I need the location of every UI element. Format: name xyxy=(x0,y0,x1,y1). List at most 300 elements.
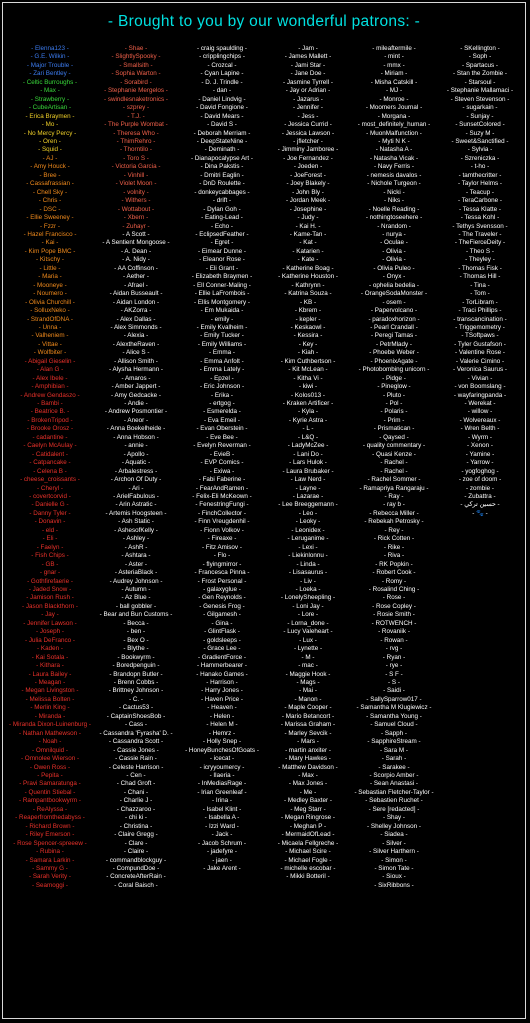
patron-name: - Niks - xyxy=(384,197,404,205)
patron-name: - Owen Ross - xyxy=(29,763,71,771)
patron-name: - Bree - xyxy=(39,171,61,179)
patron-name: - Lazarae - xyxy=(292,493,324,501)
patron-name: - DSC - xyxy=(39,205,61,213)
credits-frame xyxy=(2,2,526,1019)
patron-column xyxy=(179,45,265,1017)
patron-name: - Onyx - xyxy=(382,273,406,281)
patron-name: - Valentine Rose - xyxy=(455,349,505,357)
patron-name: - flyingmirror - xyxy=(202,560,242,568)
patron-name: - Mikki Botteril - xyxy=(286,873,330,881)
patron-name: - GradientForce - xyxy=(198,653,246,661)
patron-name: - Sere [redacted] - xyxy=(368,805,420,813)
patron-name: - Cassafrassian - xyxy=(26,180,74,188)
patron-name: - Nicki - xyxy=(383,188,405,196)
patron-name: - Wolfbiter - xyxy=(33,349,67,357)
patron-name: - Fireaxe - xyxy=(207,535,237,543)
patron-name: - tamthecritter - xyxy=(458,171,502,179)
patron-name: - Cassandra 'Fyrasha' D. - xyxy=(99,729,173,737)
patron-name: - L - xyxy=(302,425,314,433)
patron-name: - Polaris - xyxy=(380,408,408,416)
patron-name: - Phoebe Weber - xyxy=(369,349,419,357)
patron-name: - Aneor - xyxy=(123,416,149,424)
patron-name: - C. - xyxy=(129,695,143,703)
patron-name: - Erica Braymen - xyxy=(25,112,75,120)
patron-name: - Lars Hulok - xyxy=(289,459,327,467)
patron-name: - TheFierceDeity - xyxy=(454,239,506,247)
patron-name: - Key - xyxy=(298,340,318,348)
patron-name: - Jasmine Tyrrell - xyxy=(283,78,333,86)
patron-name: - Brittney Johnson - xyxy=(108,687,164,695)
patron-name: - Kbrem - xyxy=(294,307,322,315)
patron-name: - Anna Boekelheide - xyxy=(106,425,166,433)
patron-name: - Rosie Smith - xyxy=(373,611,415,619)
patron-name: - Genesis Frog - xyxy=(199,602,245,610)
patron-name: - Lux - xyxy=(299,636,317,644)
patron-name: - TorLibram - xyxy=(462,298,498,306)
patron-name: - Smallsith - xyxy=(119,61,153,69)
patron-name: - gnar - xyxy=(39,569,61,577)
patron-name: - Cyan Lapine - xyxy=(200,70,244,78)
patron-name: - Saidi - xyxy=(383,687,405,695)
patron-name: - Bambi - xyxy=(37,400,63,408)
patron-name: - Caelyn McAulay - xyxy=(23,442,77,450)
patron-name: - jfletcher - xyxy=(293,137,323,145)
patron-name: - Theyley - xyxy=(465,256,495,264)
patron-name: - Dylan Goh - xyxy=(203,205,241,213)
patron-name: - Myti N K - xyxy=(378,137,410,145)
patron-name: - Wren Belth - xyxy=(460,425,500,433)
patron-name: - Micaela Fellgreche - xyxy=(277,839,339,847)
patron-name: - Pineglow - xyxy=(377,383,411,391)
patron-name: - Szreniczka - xyxy=(460,154,500,162)
patron-name: - Keskaowl - xyxy=(290,323,326,331)
patron-name: - ThimRehro - xyxy=(116,137,156,145)
patron-name: - Oren - xyxy=(39,137,61,145)
patron-name: - Romy - xyxy=(381,577,407,585)
patron-name: - Papervolcano - xyxy=(370,307,418,315)
patron-name: - Rovaniik - xyxy=(378,628,410,636)
patron-name: - Jay or Adrian - xyxy=(285,87,331,95)
patron-name: - LadyMcZee - xyxy=(287,442,329,450)
patron-name: - Ashley - xyxy=(122,535,150,543)
patron-name: - Joseph - xyxy=(36,628,64,636)
patron-name: - swindlesnaketronics - xyxy=(103,95,169,103)
patron-name: - M - xyxy=(301,653,315,661)
patron-name: - Bex O - xyxy=(123,636,149,644)
patron-name: - JoeForest - xyxy=(290,171,326,179)
patron-name: - Eli - xyxy=(42,535,58,543)
patron-name: - Kessira - xyxy=(293,332,323,340)
patron-name: - szprey - xyxy=(122,104,150,112)
patron-name: - TeraCarbone - xyxy=(458,197,502,205)
patron-name: - Rachel - xyxy=(380,459,408,467)
patron-name: - Isabella A - xyxy=(204,814,240,822)
patron-name: - Aquatic - xyxy=(121,459,151,467)
patron-name: - Oculae - xyxy=(380,239,408,247)
patron-name: - S - xyxy=(388,678,400,686)
patron-column xyxy=(351,45,437,1017)
patron-name: - Chani - xyxy=(123,788,149,796)
patron-name: - DeepStateNine - xyxy=(196,137,248,145)
patron-name: - Ash Static - xyxy=(118,518,154,526)
patron-name: - Harrison - xyxy=(206,678,238,686)
patron-name: - OrangeSodaMonster - xyxy=(360,290,428,298)
patron-name: - Gilgamesh - xyxy=(203,611,241,619)
patron-name: - Bear and Bun Customs - xyxy=(99,611,173,619)
patron-name: - David Mears - xyxy=(200,112,244,120)
patron-name: - Francesca Pinna - xyxy=(194,569,250,577)
patron-name: - Olivia Churchill - xyxy=(25,298,75,306)
patron-name: - Thomas Fisk - xyxy=(458,264,502,272)
patron-name: - Amaros - xyxy=(121,374,151,382)
patron-name: - Holly Snep - xyxy=(202,738,242,746)
patron-name: - Pravi Samaratunga - xyxy=(19,780,81,788)
patron-name: - Kit McLean - xyxy=(288,366,328,374)
patron-name: - Rachel - xyxy=(380,467,408,475)
patron-name: - Andrew Gendaszo - xyxy=(20,391,80,399)
patron-name: - Ray - xyxy=(384,493,404,501)
patron-name: - SolluxNeko - xyxy=(30,307,70,315)
patron-name: - Rick Cotten - xyxy=(373,535,415,543)
patron-name: - Rike - xyxy=(383,543,405,551)
patron-name: - Felix-Eli McKeown - xyxy=(192,493,252,501)
patron-name: - Manon - xyxy=(294,695,322,703)
patron-name: - Meagan - xyxy=(34,678,66,686)
patron-name: - Quasi Kenze - xyxy=(372,450,416,458)
patron-name: - Cen - xyxy=(126,771,146,779)
patron-name: - Cassie Jones - xyxy=(113,746,159,754)
patron-name: - Audrey Johnson - xyxy=(109,577,163,585)
patron-name: - Sarakee - xyxy=(378,763,410,771)
patron-name: - Miriam - xyxy=(380,70,408,78)
patron-name: - Chazzaroo - xyxy=(116,805,156,813)
patron-name: - Amy Gedcacke - xyxy=(110,391,162,399)
patron-name: - Faelyn - xyxy=(36,543,64,551)
patron-name: - Rubina - xyxy=(36,848,64,856)
patron-name: - Jennifer Lawson - xyxy=(23,619,77,627)
patron-name: - Joey Blakely - xyxy=(286,180,330,188)
patron-name: - Omnolee Wierson - xyxy=(20,755,80,763)
patron-name: - Emma Lately - xyxy=(199,366,245,374)
patron-name: - Claire Gregg - xyxy=(114,831,158,839)
patron-name: - Josephine - xyxy=(289,205,327,213)
patron-name: - Kitha Vi - xyxy=(293,374,323,382)
patron-name: - PetrMlady - xyxy=(375,340,413,348)
patron-name: - Samantha M Klugiewicz - xyxy=(356,704,432,712)
patron-name: - goldsleeps - xyxy=(203,636,241,644)
patron-name: - Kim Pope BMC - xyxy=(24,247,76,255)
patron-name: - Robert Cook - xyxy=(372,569,416,577)
patron-name: - Lexi - xyxy=(298,543,318,551)
patron-name: - Gina - xyxy=(211,619,233,627)
patron-name: - Chell Sky - xyxy=(32,188,68,196)
patron-name: - Theo S - xyxy=(466,247,494,255)
patron-name: - yogfoghog - xyxy=(461,467,499,475)
patron-name: - Evelyn Reverman - xyxy=(193,442,251,450)
patron-name: - Eimear Dunne - xyxy=(198,247,246,255)
patron-name: - Autumn - xyxy=(121,586,151,593)
patron-name: - jaen - xyxy=(212,856,232,864)
patron-name: - Zubattra - xyxy=(464,493,496,501)
patron-name: - Merlin King - xyxy=(30,704,70,712)
patron-name: - Teacup - xyxy=(466,188,494,196)
patron-name: - Squid - xyxy=(38,146,62,154)
patron-name: - Dianapocalypse Art - xyxy=(191,154,253,162)
patron-name: - Amy Houck - xyxy=(30,163,70,171)
patron-name: - Jamison Rush - xyxy=(26,594,74,602)
patron-name: - Aidan London - xyxy=(112,298,160,306)
patron-name: - TSoftpaws - xyxy=(461,332,499,340)
patron-name: - Theresa Who - xyxy=(113,129,159,137)
patron-name: - Jordan Meek - xyxy=(285,197,331,205)
patron-name: - AshR - xyxy=(124,543,148,551)
patron-name: - Olivia - xyxy=(382,247,406,255)
patron-name: - Layne - xyxy=(295,484,321,492)
patron-name: - Eric Johnson - xyxy=(199,383,245,391)
patron-name: - Liekinlonnu - xyxy=(288,552,328,560)
patron-name: - Siadea - xyxy=(380,831,408,839)
patron-name: - Stephanie Mallamaci - xyxy=(446,87,514,95)
patron-name: - Aether - xyxy=(123,273,149,281)
patron-name: - HoneyBunchesOfGoats - xyxy=(185,746,259,754)
patron-name: - T.J. - xyxy=(127,112,145,120)
patron-name: - volnity - xyxy=(123,188,149,196)
patron-name: - A Sentient Mongoose - xyxy=(102,239,170,247)
patron-name: - Flo - xyxy=(213,552,231,560)
patron-name: - Kyrie Astra - xyxy=(288,416,328,424)
patron-name: - Pluto - xyxy=(382,391,406,399)
patron-name: - Rebekah Petrosky - xyxy=(364,518,424,526)
patron-name: - CompundDoe - xyxy=(112,864,160,872)
patron-name: - Andrew Posmontier - xyxy=(104,408,168,416)
patron-name: - David Fongione - xyxy=(196,104,248,112)
patron-name: - Liv - xyxy=(300,577,316,585)
patron-name: - G.E. Wilkin - xyxy=(30,53,70,61)
patron-name: - nurya - xyxy=(382,230,406,238)
patron-name: - Mooneye - xyxy=(33,281,67,289)
patron-name: - D. J. Trindle - xyxy=(201,78,243,86)
patron-name: - Silver Harthern - xyxy=(369,848,419,856)
patron-name: - Lynette - xyxy=(293,645,323,653)
patron-name: - Arbalestress - xyxy=(114,467,158,475)
patron-name: - Noah - xyxy=(38,738,62,746)
patron-name: - Az Blue - xyxy=(121,594,151,602)
patron-name: - Allison Smith - xyxy=(114,357,158,365)
patron-name: - Amphibian - xyxy=(31,383,69,391)
patron-name: - Sara M - xyxy=(380,746,408,754)
patron-name: - Christina - xyxy=(119,822,153,830)
patron-name: - commandblockguy - xyxy=(105,856,167,864)
patron-name: - Ryan - xyxy=(382,653,406,661)
patron-name: - Emily Tucker - xyxy=(200,332,244,340)
patron-name: - Morgana - xyxy=(377,112,411,120)
patron-name: - ReAlyssa - xyxy=(32,805,68,813)
patron-name: - zoe of doom - xyxy=(458,476,502,484)
patron-name: - osem - xyxy=(382,298,406,306)
patron-name: - John Bly - xyxy=(292,188,324,196)
patron-name: - Jimminy Jamboree - xyxy=(277,146,339,154)
patron-name: - craig spaulding - xyxy=(196,45,248,52)
patron-name: - Mary Hawkes - xyxy=(285,755,331,763)
patron-name: - Alan G - xyxy=(36,366,64,374)
patron-name: - wayfaringpanda - xyxy=(453,391,507,399)
patron-name: - Ashtara - xyxy=(121,552,151,560)
patron-name: - Elenna123 - xyxy=(31,45,69,52)
patron-name: - Michael Scire - xyxy=(285,848,331,856)
patron-name: - Pepita - xyxy=(37,771,63,779)
patron-name: - Zari Bentley - xyxy=(29,70,71,78)
patron-name: - Soph - xyxy=(468,53,492,61)
patron-name: - Medley Baxter - xyxy=(284,797,332,805)
patron-name: - Erika - xyxy=(210,391,234,399)
patron-name: - Kyla - xyxy=(298,408,318,416)
patron-name: - cadantine - xyxy=(32,433,68,441)
patron-name: - L&Q - xyxy=(297,433,319,441)
patron-name: - Kame-Tan - xyxy=(289,230,327,238)
patron-name: - Violet Moon - xyxy=(115,180,157,188)
patron-name: - Abigail Gieselin - xyxy=(24,357,76,365)
patron-name: - Maria - xyxy=(38,273,62,281)
patron-name: - nothingtoseehere - xyxy=(365,214,423,222)
patron-name: - Danielle G - xyxy=(31,501,69,509)
patron-name: - Brenn Cobbs - xyxy=(113,678,159,686)
patron-name: - Nrandom - xyxy=(377,222,411,230)
patron-name: - Taylor Helms - xyxy=(458,180,502,188)
patron-name: - Chris - xyxy=(38,197,62,205)
patron-name: - Donavin - xyxy=(34,518,66,526)
patron-name: - Lucy Valeheart - xyxy=(283,628,333,636)
patron-name: - Photobombing unicorn - xyxy=(358,366,430,374)
patron-name: - Grace Lee - xyxy=(203,645,241,653)
patron-name: - Jaded Snow - xyxy=(28,586,72,593)
patron-name: - MermaidOfLead - xyxy=(281,831,335,839)
patron-name: - Spartacus - xyxy=(461,61,499,69)
patron-name: - Hemrz - xyxy=(208,729,236,737)
patron-name: - Hanako Games - xyxy=(196,670,248,678)
patron-name: - Charlie J - xyxy=(119,797,153,805)
patron-name: - Elizabeth Braymen - xyxy=(191,273,253,281)
patron-name: - Fionn Volkov - xyxy=(200,526,244,534)
patron-name: - kiwi - xyxy=(298,383,318,391)
patron-name: - FenestringFungi - xyxy=(195,501,249,509)
patron-name: - emily - xyxy=(210,315,234,323)
patron-name: - Arin Astratic - xyxy=(115,501,157,509)
patron-name: - Strawberry - xyxy=(30,95,70,103)
patron-name: - AJ - xyxy=(42,154,58,162)
patron-name: - Bookwyrm - xyxy=(117,653,155,661)
patron-name: - Suzy M - xyxy=(465,129,495,137)
patron-name: - Eli Grant - xyxy=(205,264,239,272)
patron-name: - Thorntilo - xyxy=(119,146,153,154)
patron-name: - Gothfirefaerie - xyxy=(27,577,73,585)
patron-name: - Alex Dallas - xyxy=(116,315,156,323)
patron-name: - Clare - xyxy=(124,839,148,847)
patron-name: - Kithara - xyxy=(36,662,64,670)
patron-name: - Stan the Zombie - xyxy=(453,70,507,78)
patron-name: - Megan Livingston - xyxy=(21,687,79,695)
patron-name: - Cactus53 - xyxy=(118,704,154,712)
patron-name: - ball gobbler - xyxy=(115,602,157,610)
patron-name: - Quentin Stiebal - xyxy=(24,788,76,796)
patron-name: - Brooke Orosz - xyxy=(26,425,74,433)
patron-name: - Richard Brown - xyxy=(25,822,75,830)
patron-name: - Megan Ringrose - xyxy=(281,814,335,822)
patron-name: - sugarkain - xyxy=(462,104,498,112)
patron-name: - Anna Hobson - xyxy=(113,433,159,441)
patron-name: - Tethys Svensson - xyxy=(452,222,508,230)
patron-name: - Wottabout - xyxy=(117,205,155,213)
patron-name: - Samuel Cloud - xyxy=(370,721,418,729)
patron-columns xyxy=(7,45,523,1017)
patron-name: - Simon - xyxy=(381,856,407,864)
patron-name: - Lee Breeggemann - xyxy=(278,501,338,509)
patron-name: - mint - xyxy=(384,53,404,61)
patron-name: - eld - xyxy=(41,526,59,534)
patron-name: - Jami Star - xyxy=(290,61,326,69)
patron-name: - Jake Arent - xyxy=(203,864,241,872)
patron-name: - Kate - xyxy=(297,256,319,264)
patron-name: - SunsetColored - xyxy=(455,121,505,129)
patron-name: - willow - xyxy=(467,408,493,416)
patron-name: - Tom - xyxy=(470,290,490,298)
patron-name: - Rose Copley - xyxy=(372,602,416,610)
patron-name: - Artemis Hoogsteen - xyxy=(105,509,167,517)
patron-name: - EvieB - xyxy=(209,450,235,458)
patron-name: - Jacob Schrum - xyxy=(198,839,246,847)
patron-name: - Judy - xyxy=(297,214,319,222)
patron-name: - InMediasRage - xyxy=(197,780,247,788)
patron-name: - Noumero - xyxy=(33,290,67,298)
patron-column xyxy=(7,45,93,1017)
patron-name: - A. Nidy - xyxy=(122,256,150,264)
patron-name: - No Mercy Percy - xyxy=(23,129,77,137)
patron-name: - Mars - xyxy=(297,738,319,746)
patron-name: - quality commentary - xyxy=(362,442,426,450)
patron-name: - zombie - xyxy=(466,484,494,492)
patron-name: - Leonidex - xyxy=(291,526,325,534)
patron-name: - Meg Starr - xyxy=(290,805,326,813)
patron-name: - Jazarus - xyxy=(293,95,323,103)
patron-name: - Celena B - xyxy=(33,467,67,475)
patron-name: - AA Coffinson - xyxy=(114,264,158,272)
patron-name: - Boredpenguin - xyxy=(112,662,160,670)
patron-name: - Rowan - xyxy=(380,636,408,644)
patron-name: - FinchCollector - xyxy=(198,509,246,517)
patron-name: - SlightlySpooky - xyxy=(111,53,161,61)
patron-name: - Victoria Garcia - xyxy=(111,163,161,171)
patron-name: - Linda - xyxy=(296,560,320,568)
patron-name: - ROTWENCH - xyxy=(371,619,417,627)
patron-name: - Maple Cooper - xyxy=(284,704,332,712)
patron-name: - Cheryl - xyxy=(37,484,63,492)
patron-name: - icecat - xyxy=(209,755,235,763)
patron-name: - Eleanor Rose - xyxy=(199,256,245,264)
patron-name: - Xenon - xyxy=(467,442,493,450)
patron-column xyxy=(93,45,179,1017)
patron-name: - DnD Roulette - xyxy=(199,180,245,188)
patron-name: - mac - xyxy=(298,662,318,670)
patron-name: - Zuhayr - xyxy=(122,222,150,230)
patron-name: - Omnilquid - xyxy=(31,746,69,754)
patron-name: - ArielFabulous - xyxy=(113,493,159,501)
patron-name: - Valerie Cimino - xyxy=(455,357,505,365)
patron-name: - mileaftermile - xyxy=(372,45,416,52)
patron-name: - SallySparrow017 - xyxy=(366,695,422,703)
patron-name: - Catidalent - xyxy=(31,450,69,458)
patron-name: - Melissa Bolten - xyxy=(25,695,75,703)
credits-title: - Brought to you by our wonderful patrons: - xyxy=(107,13,421,30)
patron-name: - Withers - xyxy=(121,197,151,205)
